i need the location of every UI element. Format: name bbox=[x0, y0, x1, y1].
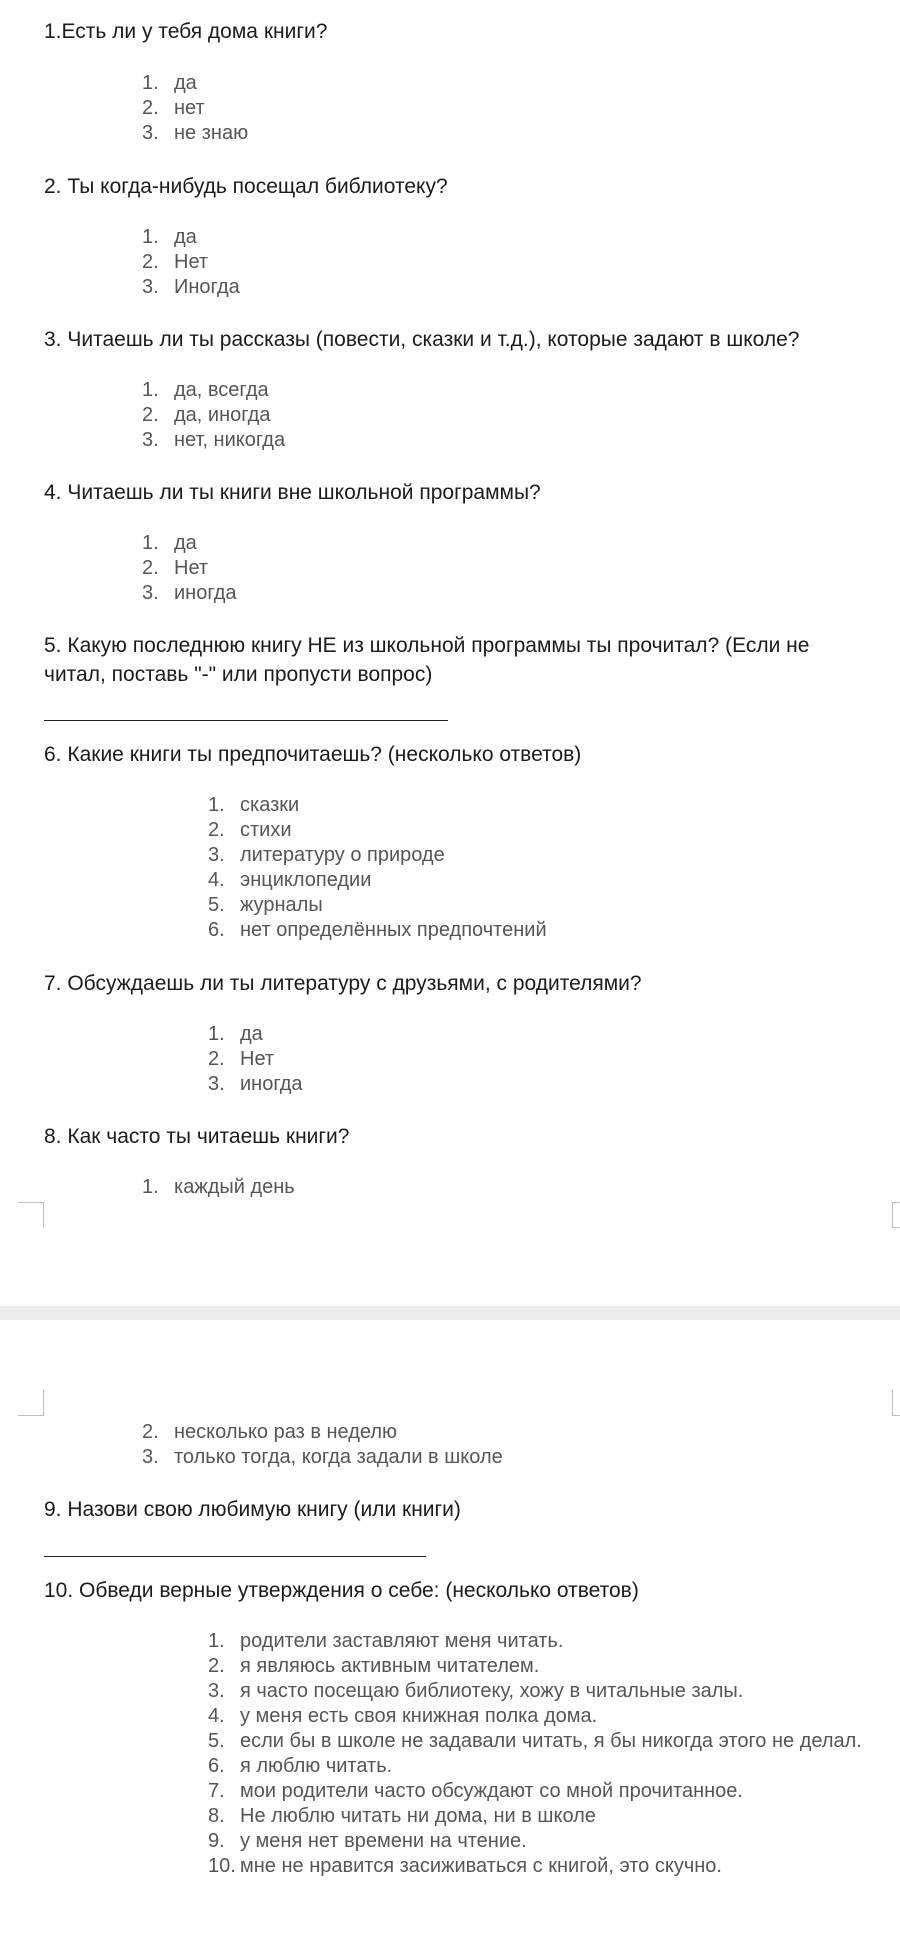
answer-line bbox=[44, 1556, 426, 1557]
list-item: 6. нет определённых предпочтений bbox=[208, 919, 547, 941]
question-8: 8. Как часто ты читаешь книги? bbox=[44, 1125, 350, 1148]
list-item: 4. энциклопедии bbox=[208, 869, 372, 891]
question-4-options bbox=[142, 531, 237, 606]
page-separator bbox=[0, 1306, 900, 1320]
list-item: 3. нет, никогда bbox=[142, 429, 286, 451]
list-item: 2. Нет bbox=[142, 251, 209, 273]
list-item: 1. да bbox=[142, 72, 197, 94]
crop-mark-icon bbox=[892, 1202, 900, 1228]
list-item: 2. стихи bbox=[208, 819, 292, 841]
list-item: 3. я часто посещаю библиотеку, хожу в читальные залы. bbox=[208, 1680, 744, 1702]
crop-mark-icon bbox=[18, 1390, 44, 1416]
list-item: 3. иногда bbox=[208, 1073, 303, 1095]
list-item: 3. иногда bbox=[142, 582, 237, 604]
list-item: 2. Нет bbox=[208, 1048, 275, 1070]
list-item: 2. нет bbox=[142, 97, 205, 119]
document-page-2 bbox=[0, 1320, 900, 1933]
list-item: 1. да bbox=[208, 1023, 263, 1045]
question-9: 9. Назови свою любимую книгу (или книги) bbox=[44, 1498, 461, 1521]
list-item: 1. да, всегда bbox=[142, 379, 269, 401]
list-item: 1. да bbox=[142, 226, 197, 248]
question-10-options bbox=[208, 1629, 900, 1879]
question-8-options bbox=[142, 1175, 295, 1200]
list-item: 2. да, иногда bbox=[142, 404, 271, 426]
list-item: 1. родители заставляют меня читать. bbox=[208, 1630, 564, 1652]
question-10: 10. Обведи верные утверждения о себе: (несколько ответов) bbox=[44, 1579, 639, 1602]
question-3: 3. Читаешь ли ты рассказы (повести, сказки и т.д.), которые задают в школе? bbox=[44, 328, 800, 351]
question-1: 1.Есть ли у тебя дома книги? bbox=[44, 20, 328, 43]
question-6: 6. Какие книги ты предпочитаешь? (несколько ответов) bbox=[44, 743, 582, 766]
question-8-options-continued bbox=[142, 1420, 503, 1470]
list-item: 4. у меня есть своя книжная полка дома. bbox=[208, 1705, 598, 1727]
question-3-options bbox=[142, 378, 285, 453]
list-item: 1. сказки bbox=[208, 794, 300, 816]
list-item: 2. я являюсь активным читателем. bbox=[208, 1655, 540, 1677]
list-item: 3. Иногда bbox=[142, 276, 240, 298]
list-item: 6. я люблю читать. bbox=[208, 1755, 393, 1777]
question-2-options bbox=[142, 225, 240, 300]
question-7: 7. Обсуждаешь ли ты литературу с друзьями, с родителями? bbox=[44, 972, 642, 995]
crop-mark-icon bbox=[18, 1202, 44, 1228]
list-item: 5. если бы в школе не задавали читать, я бы никогда этого не делал. bbox=[208, 1730, 862, 1752]
answer-line bbox=[44, 720, 448, 721]
list-item: 3. только тогда, когда задали в школе bbox=[142, 1446, 503, 1468]
list-item: 8. Не люблю читать ни дома, ни в школе bbox=[208, 1805, 596, 1827]
list-item: 2. несколько раз в неделю bbox=[142, 1421, 398, 1443]
question-2: 2. Ты когда-нибудь посещал библиотеку? bbox=[44, 175, 448, 198]
question-5: 5. Какую последнюю книгу НЕ из школьной программы ты прочитал? (Если не читал, поставь "-" или пропусти вопрос) bbox=[44, 634, 810, 686]
list-item: 10. мне не нравится засиживаться с книгой, это скучно. bbox=[208, 1855, 722, 1877]
list-item: 3. литературу о природе bbox=[208, 844, 445, 866]
question-6-options bbox=[208, 793, 547, 943]
crop-mark-icon bbox=[892, 1390, 900, 1416]
list-item: 9. у меня нет времени на чтение. bbox=[208, 1830, 527, 1852]
question-4: 4. Читаешь ли ты книги вне школьной программы? bbox=[44, 481, 541, 504]
list-item: 1. каждый день bbox=[142, 1176, 295, 1198]
list-item: 5. журналы bbox=[208, 894, 323, 916]
question-1-options bbox=[142, 71, 248, 146]
list-item: 3. не знаю bbox=[142, 122, 249, 144]
list-item: 1. да bbox=[142, 532, 197, 554]
list-item: 7. мои родители часто обсуждают со мной прочитанное. bbox=[208, 1780, 743, 1802]
question-7-options bbox=[208, 1022, 303, 1097]
list-item: 2. Нет bbox=[142, 557, 209, 579]
